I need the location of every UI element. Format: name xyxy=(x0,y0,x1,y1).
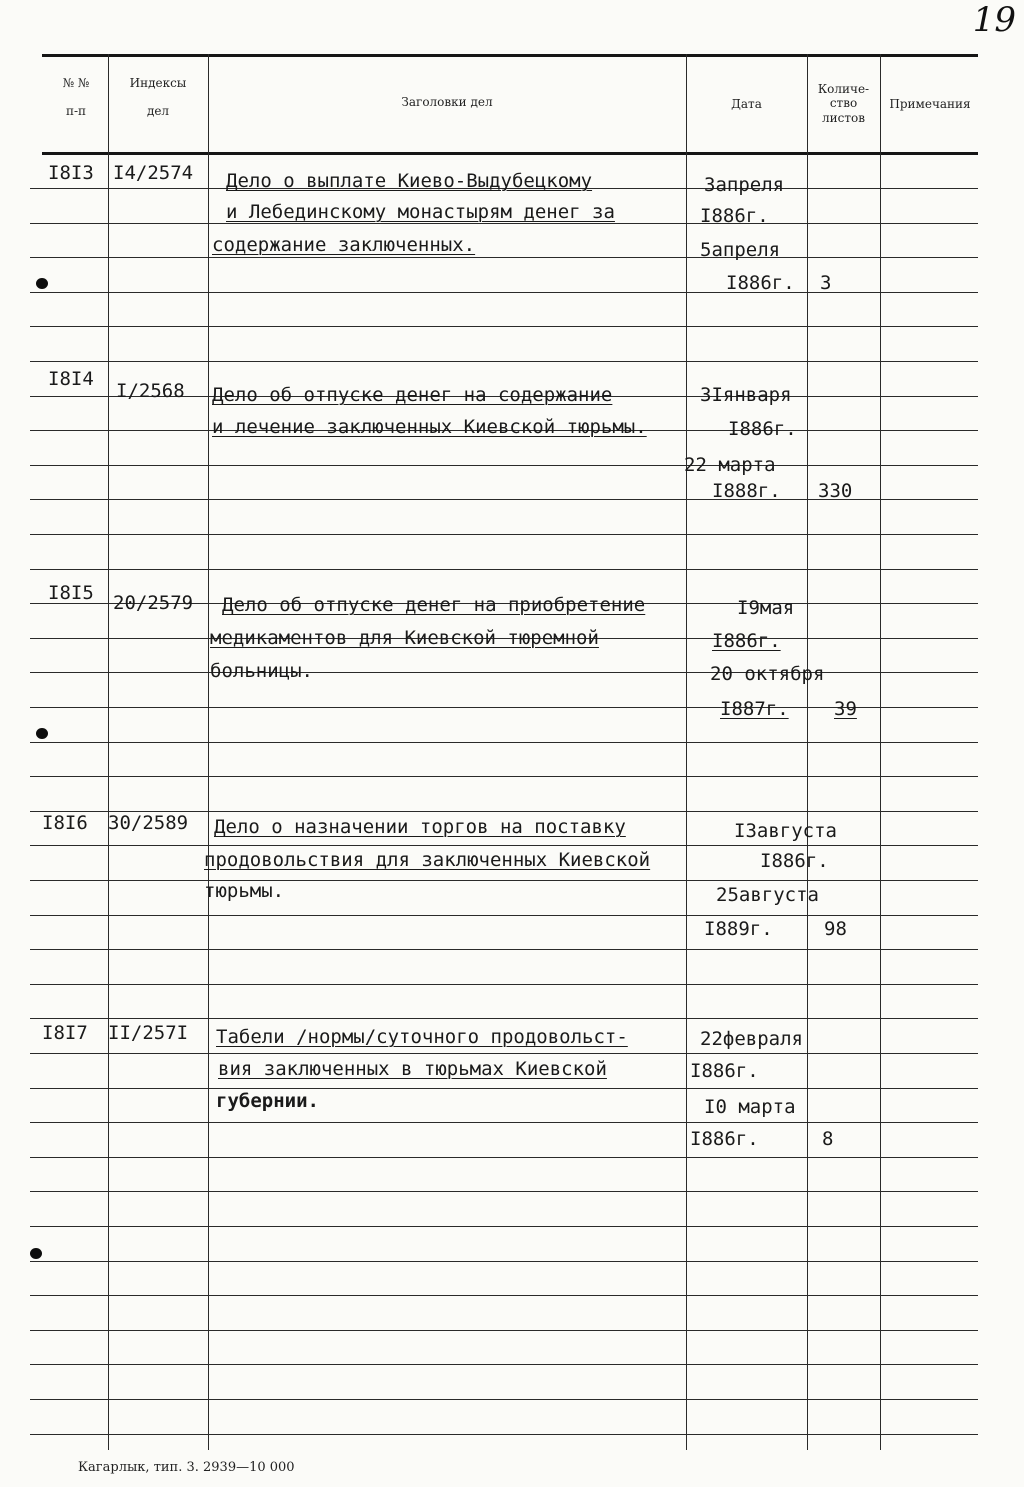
entry-2-title-line-2: и лечение заключенных Киевской тюрьмы. xyxy=(212,416,647,438)
entry-5-title-line-2: вия заключенных в тюрьмах Киевской xyxy=(218,1058,607,1080)
header-count-line3: листов xyxy=(822,110,865,125)
entry-2-date-line-2: I886г. xyxy=(728,418,797,440)
entry-1-date-line-4: I886г. xyxy=(726,272,795,294)
entry-3-date-line-3: 20 октября xyxy=(710,663,825,685)
ruled-line xyxy=(30,1226,978,1227)
ruled-line xyxy=(30,672,978,673)
header-date: Дата xyxy=(731,97,762,111)
entry-4-index: 30/2589 xyxy=(108,812,189,834)
entry-3-title-line-2: медикаментов для Киевской тюремной xyxy=(210,627,599,649)
entry-4-title-line-3: тюрьмы. xyxy=(204,880,285,902)
entry-3-date-line-1: I9мая xyxy=(737,597,795,619)
entry-4-date-line-1: I3августа xyxy=(734,820,837,842)
entry-4-date-line-3: 25августа xyxy=(716,884,819,906)
ruled-line xyxy=(30,569,978,570)
entry-1-sheets: 3 xyxy=(820,272,832,294)
entry-4-number: I8I6 xyxy=(42,812,88,834)
entry-4-title-line-1: Дело о назначении торгов на поставку xyxy=(214,816,626,838)
entry-2-number: I8I4 xyxy=(48,368,94,390)
ruled-line xyxy=(30,742,978,743)
ruled-line xyxy=(30,1191,978,1192)
entry-4-date-line-2: I886г. xyxy=(760,850,829,872)
ruled-line xyxy=(30,326,978,327)
entry-5-title-line-1: Табели /нормы/суточного продовольст- xyxy=(216,1026,628,1048)
ruled-line xyxy=(30,361,978,362)
entry-5-sheets: 8 xyxy=(822,1128,834,1150)
header-index xyxy=(108,76,208,119)
header-num-line1: № № xyxy=(62,76,90,90)
entry-2-index: I/2568 xyxy=(116,380,185,402)
header-notes: Примечания xyxy=(889,97,971,111)
entry-3-title-line-3: больницы. xyxy=(210,660,313,682)
ruled-line xyxy=(30,1364,978,1365)
entry-1-date-line-3: 5апреля xyxy=(700,239,781,261)
entry-3-number: I8I5 xyxy=(48,582,94,604)
ruled-line xyxy=(30,845,978,846)
entry-2-date-line-4: I888г. xyxy=(712,480,781,502)
ink-blot xyxy=(36,278,48,289)
entry-5-number: I8I7 xyxy=(42,1022,88,1044)
ruled-line xyxy=(30,1018,978,1019)
header-num-line2: п-п xyxy=(65,104,87,119)
column-divider-3 xyxy=(686,54,687,1450)
entry-1-date-line-1: 3апреля xyxy=(704,174,785,196)
entry-5-date-line-4: I886г. xyxy=(690,1128,759,1150)
ruled-line xyxy=(30,292,978,293)
ruled-line xyxy=(30,1330,978,1331)
entry-5-date-line-1: 22февраля xyxy=(700,1028,803,1050)
ruled-line xyxy=(30,1122,978,1123)
printer-imprint: Кагарлык, тип. 3. 2939—10 000 xyxy=(78,1460,295,1475)
ruled-line xyxy=(30,465,978,466)
header-count xyxy=(807,82,880,125)
ruled-line xyxy=(30,984,978,985)
entry-2-date-line-3: 22 марта xyxy=(684,454,776,476)
ruled-line xyxy=(30,1295,978,1296)
ruled-line xyxy=(30,1088,978,1089)
column-divider-4 xyxy=(807,54,808,1450)
entry-3-title-line-1: Дело об отпуске денег на приобретение xyxy=(222,594,646,616)
entry-5-date-line-3: I0 марта xyxy=(704,1096,796,1118)
ink-blot xyxy=(30,1248,42,1259)
header-index-line1: Индексы xyxy=(129,76,187,90)
ruled-line xyxy=(30,223,978,224)
header-count-line2: ство xyxy=(829,96,858,111)
entry-3-index: 20/2579 xyxy=(113,592,194,614)
entry-1-date-line-2: I886г. xyxy=(700,205,769,227)
ruled-line xyxy=(30,1053,978,1054)
column-divider-5 xyxy=(880,54,881,1450)
entry-4-sheets: 98 xyxy=(824,918,847,940)
header-bottom-rule xyxy=(42,152,978,155)
entry-4-title-line-2: продовольствия для заключенных Киевской xyxy=(204,849,651,871)
ruled-line xyxy=(30,776,978,777)
ruled-line xyxy=(30,1157,978,1158)
ruled-line xyxy=(30,915,978,916)
entry-1-title-line-1: Дело о выплате Киево-Выдубецкому xyxy=(226,170,593,192)
entry-2-date-line-1: 3Iянваря xyxy=(700,384,792,406)
entry-1-index: I4/2574 xyxy=(113,162,194,184)
header-num xyxy=(44,76,108,119)
entry-2-sheets: 330 xyxy=(818,480,853,502)
header-count-line1: Количе- xyxy=(817,82,870,96)
top-rule xyxy=(42,54,978,57)
entry-1-title-line-2: и Лебединскому монастырям денег за xyxy=(226,201,615,223)
ink-blot xyxy=(36,728,48,739)
entry-4-date-line-4: I889г. xyxy=(704,918,773,940)
ruled-line xyxy=(30,880,978,881)
entry-1-number: I8I3 xyxy=(48,162,94,184)
entry-1-title-line-3: содержание заключенных. xyxy=(212,234,476,256)
ruled-line xyxy=(30,1434,978,1435)
entry-3-date-line-2: I886г. xyxy=(712,630,781,652)
ruled-line xyxy=(30,534,978,535)
header-index-line2: дел xyxy=(146,104,170,119)
entry-3-date-line-4: I887г. xyxy=(720,698,789,720)
column-divider-1 xyxy=(108,54,109,1450)
header-titles: Заголовки дел xyxy=(401,95,493,109)
ruled-line xyxy=(30,1261,978,1262)
entry-3-sheets: 39 xyxy=(834,698,857,720)
entry-5-title-line-3: губернии. xyxy=(216,1090,319,1112)
entry-5-date-line-2: I886г. xyxy=(690,1060,759,1082)
column-divider-2 xyxy=(208,54,209,1450)
page-number: 19 xyxy=(972,0,1016,40)
ruled-line xyxy=(30,949,978,950)
ruled-line xyxy=(30,1399,978,1400)
entry-2-title-line-1: Дело об отпуске денег на содержание xyxy=(212,384,613,406)
ruled-line xyxy=(30,257,978,258)
entry-5-index: II/257I xyxy=(108,1022,189,1044)
